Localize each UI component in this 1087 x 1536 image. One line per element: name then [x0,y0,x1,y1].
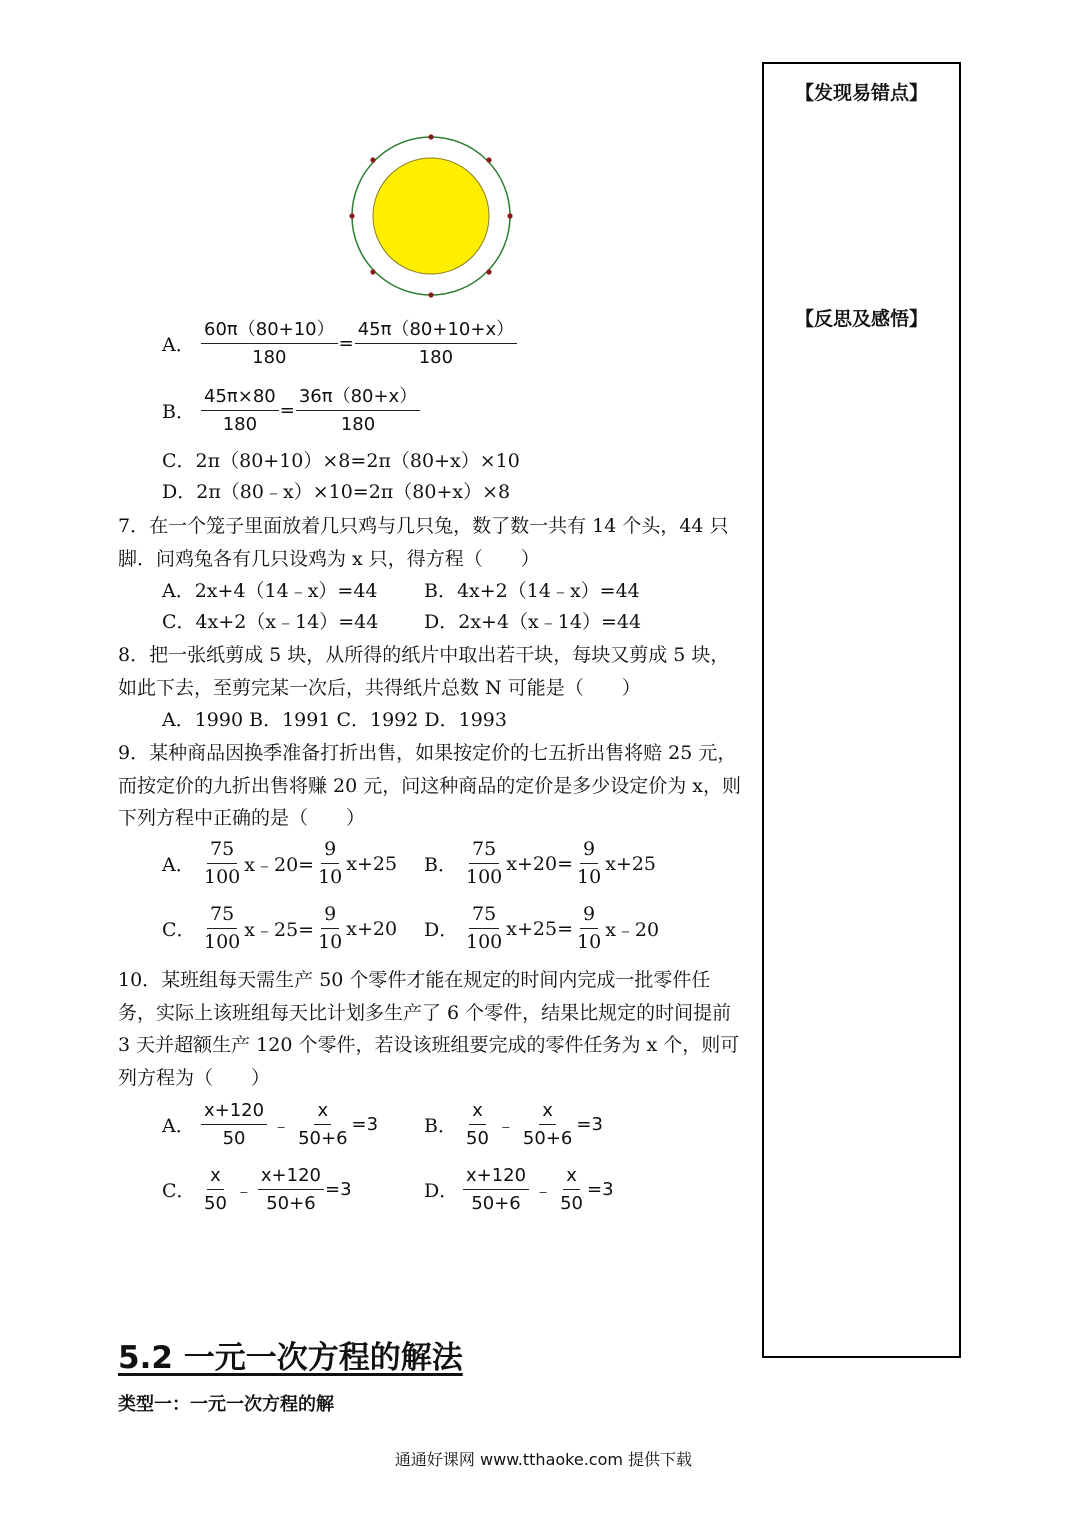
q7-option-c: C．4x+2（x﹣14）=44 [162,611,379,633]
q8-stem: 8．把一张纸剪成 5 块，从所得的纸片中取出若干块，每块又剪成 5 块，如此下去，至剪完某一次后，共得纸片总数 N 可能是（ ） [118,644,730,699]
q7-option-a: A．2x+4（14﹣x）=44 [162,580,378,602]
q9-option-b: B． $\frac{75}{100}$ x+20= $\frac{9}{10}$ x+25 [424,838,656,888]
q6-option-d: D．2π（80﹣x）×10=2π（80+x）×8 [162,481,511,503]
section-subtitle: 类型一：一元一次方程的解 [118,1394,334,1415]
section-title: 5.2 一元一次方程的解法 [118,1340,463,1376]
sidebar-heading-reflection: 【反思及感悟】 [794,308,928,330]
sidebar-heading-mistakes: 【发现易错点】 [794,82,928,104]
q9-stem: 9．某种商品因换季准备打折出售，如果按定价的七五折出售将赔 25 元，而按定价的九折出售将赚 20 元，问这种商品的定价是多少设定价为 x，则下列方程中正确的是（ ） [118,742,742,829]
sun-disc [373,158,489,274]
q10-option-d: D． $\frac{x+120}{50+6}$ ﹣ $\frac{x}{50}$ =3 [424,1162,614,1217]
sun-orbit-figure [340,128,530,308]
q7-option-d: D．2x+4（x﹣14）=44 [424,611,642,633]
q6-option-c: C．2π（80+10）×8=2π（80+x）×10 [162,450,520,472]
q9-option-c: C． $\frac{75}{100}$ x﹣25= $\frac{9}{10}$ x+20 [162,903,398,953]
q9-option-d: D． $\frac{75}{100}$ x+25= $\frac{9}{10}$ x﹣20 [424,903,660,953]
page-footer: 通通好课网 www.tthaoke.com 提供下载 [394,1450,693,1469]
q7-stem: 7．在一个笼子里面放着几只鸡与几只兔，数了数一共有 14 个头，44 只脚．问鸡兔各有几只设鸡为 x 只，得方程（ ） [118,515,729,570]
q6-option-b: B． $\frac{45\pi\times 80}{180}$ = $\frac{36\pi(80+x)}{180}$ [162,383,421,438]
q10-stem: 10．某班组每天需生产 50 个零件才能在规定的时间内完成一批零件任务，实际上该班组每天比计划多生产了 6 个零件，结果比规定的时间提前 3 天并超额生产 120 个零件，若设该班组要完成的零件任务为 x 个，则可列方程为（ ） [118,969,740,1089]
q6-option-a: A． $\frac{60\pi(80+10)}{180}$ = $\frac{45\pi(80+10+x)}{180}$ [162,316,518,371]
q8-options: A．1990 B．1991 C．1992 D．1993 [162,709,507,731]
q10-option-c: C． $\frac{x}{50}$ ﹣ $\frac{x+120}{50+6}$ =3 [162,1162,352,1217]
q10-option-a: A． $\frac{x+120}{50}$ ﹣ $\frac{x}{50+6}$ =3 [162,1097,378,1152]
q10-option-b: B． $\frac{x}{50}$ ﹣ $\frac{x}{50+6}$ =3 [424,1097,603,1152]
q7-option-b: B．4x+2（14﹣x）=44 [424,580,640,602]
q9-option-a: A． $\frac{75}{100}$ x﹣20= $\frac{9}{10}$ x+25 [162,838,398,888]
notes-sidebar [762,62,961,1358]
